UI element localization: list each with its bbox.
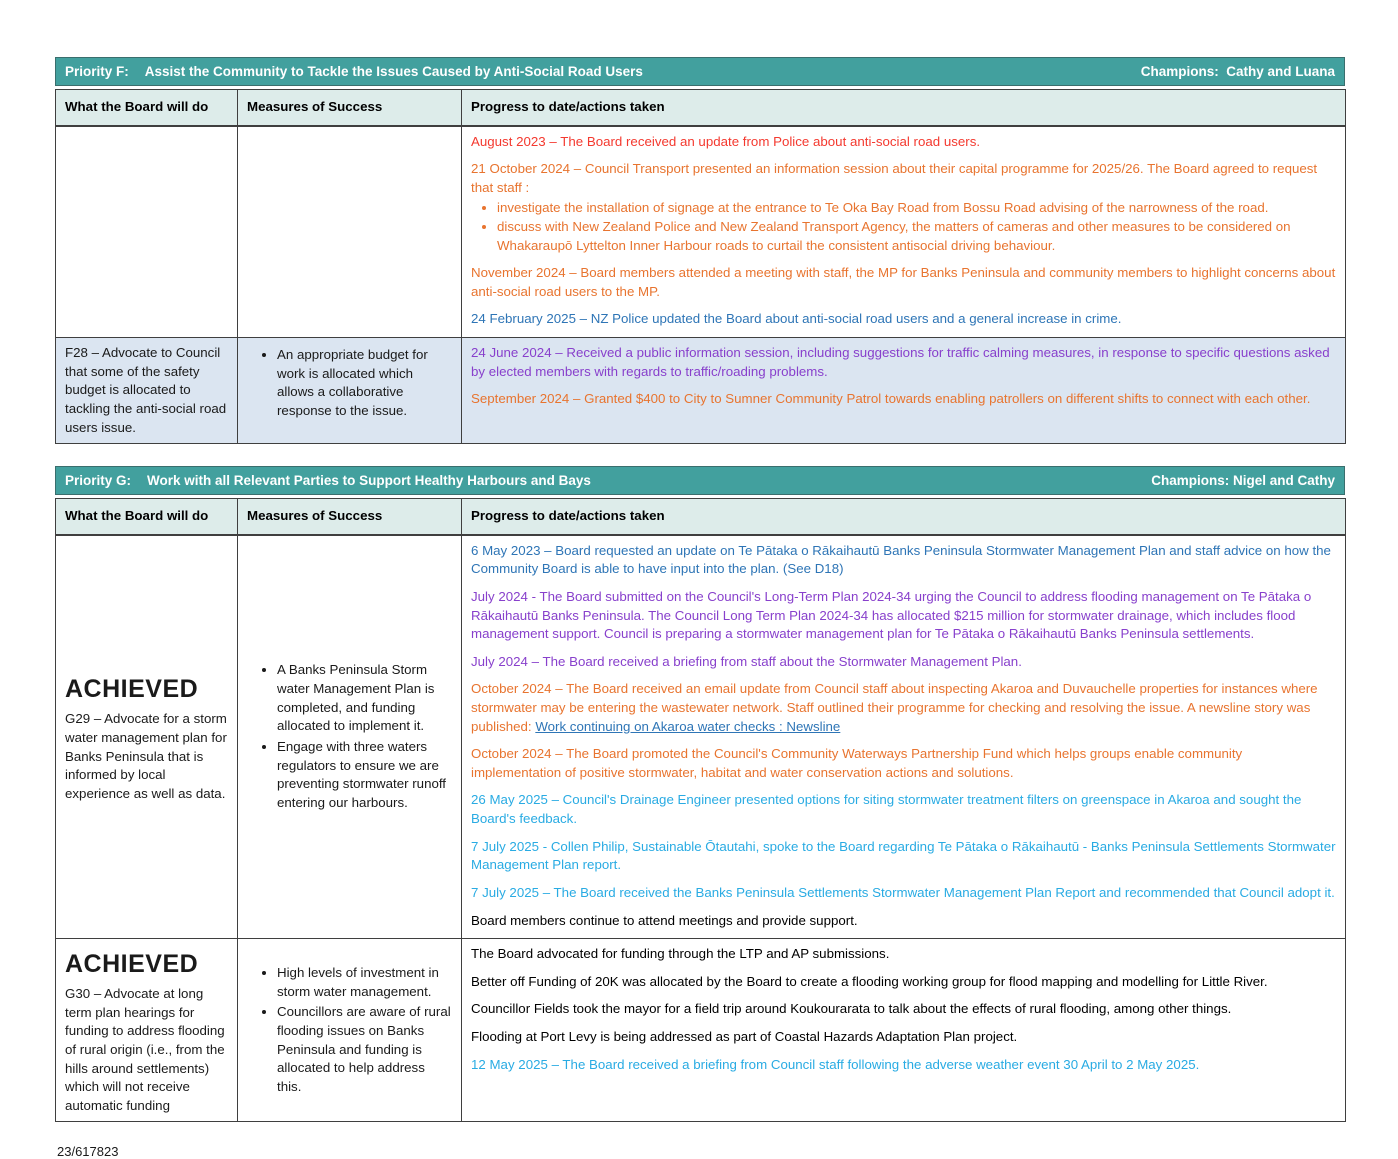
measure-item: • An appropriate budget for work is allocated which allows a collaborative response to the issue. (277, 346, 452, 420)
progress-entry-text: The Board advocated for funding through the LTP and AP submissions. (471, 946, 890, 962)
progress-entry-text: Councillor Fields took the mayor for a field trip around Koukourarata to talk about the effects of rural flooding, among other things. (471, 1001, 1232, 1017)
what-text: F28 – Advocate to Council that some of the safety budget is allocated to tackling the anti-social road users issue. (65, 345, 227, 435)
what-text: G29 – Advocate for a storm water management plan for Banks Peninsula that is informed by local experience as well as data. (65, 711, 227, 801)
status-achieved-label: ACHIEVED (65, 950, 199, 979)
what-cell (56, 535, 238, 939)
measures-cell (238, 939, 462, 1122)
priority-label: Priority F: (65, 64, 129, 79)
progress-cell (462, 126, 1346, 338)
measure-item: • A Banks Peninsula Storm water Management Plan is completed, and funding allocated to implement it. (277, 661, 452, 735)
progress-bullet: • investigate the installation of signage at the entrance to Te Oka Bay Road from Bossu Road advising of the narrowness of the road. (497, 199, 1336, 218)
measures-cell (238, 126, 462, 338)
progress-entry-text: 26 May 2025 – Council's Drainage Engineer presented options for siting stormwater treatment filters on greenspace in Akaroa and sought the Board's feedback. (471, 792, 1302, 827)
column-header: Measures of Success (238, 499, 462, 535)
column-header: Progress to date/actions taken (462, 499, 1346, 535)
priority-table-title-bar (55, 57, 1345, 86)
progress-entry (471, 680, 1336, 736)
measures-list (247, 346, 452, 420)
priority-grid (55, 89, 1346, 444)
priority-row (56, 535, 1346, 939)
progress-entry-text: September 2024 – Granted $400 to City to Sumner Community Patrol towards enabling patrollers on different shifts to connect with each other. (471, 391, 1311, 407)
progress-entry-text: November 2024 – Board members attended a meeting with staff, the MP for Banks Peninsula and community members to highlight concerns about anti-social road users to the MP. (471, 265, 1336, 299)
progress-entry-text: July 2024 – The Board received a briefing from staff about the Stormwater Management Plan. (471, 653, 1022, 669)
progress-bullet: • discuss with New Zealand Police and New Zealand Transport Agency, the matters of cameras and other measures to be considered on Whakaraupō Lyttelton Inner Harbour roads to curtail the consistent antisocial driving behaviour. (497, 218, 1336, 255)
status-achieved-label: ACHIEVED (65, 675, 199, 704)
progress-entry-text: Board members continue to attend meetings and provide support. (471, 912, 858, 928)
column-header: What the Board will do (56, 90, 238, 126)
what-cell (56, 126, 238, 338)
column-header: Progress to date/actions taken (462, 90, 1346, 126)
measures-cell (238, 338, 462, 444)
progress-entry-text: 24 June 2024 – Received a public information session, including suggestions for traffic calming measures, in response to specific questions asked by elected members with regards to traffic/roading problems. (471, 345, 1330, 379)
progress-entry (471, 1000, 1336, 1019)
priority-table (55, 57, 1345, 444)
progress-entry (471, 390, 1336, 409)
progress-entry (471, 884, 1336, 903)
progress-entry (471, 745, 1336, 782)
what-cell (56, 939, 238, 1122)
progress-entry (471, 160, 1336, 255)
what-cell (56, 338, 238, 444)
progress-entry-text: 24 February 2025 – NZ Police updated the Board about anti-social road users and a general increase in crime. (471, 311, 1122, 327)
column-header-row (56, 499, 1346, 535)
measure-item: • Engage with three waters regulators to ensure we are preventing stormwater runoff entering our harbours. (277, 738, 452, 812)
column-header: Measures of Success (238, 90, 462, 126)
measure-item: • High levels of investment in storm water management. (277, 964, 452, 1001)
priority-champions: Champions: Cathy and Luana (1140, 64, 1335, 79)
priority-row (56, 338, 1346, 444)
progress-cell (462, 535, 1346, 939)
progress-entry (471, 791, 1336, 828)
priority-title: Assist the Community to Tackle the Issues Caused by Anti-Social Road Users (144, 64, 643, 79)
progress-cell (462, 939, 1346, 1122)
progress-entry-text: 7 July 2025 - Collen Philip, Sustainable Ōtautahi, spoke to the Board regarding Te Pātaka o Rākaihautū - Banks Peninsula Settlements Stormwater Management Plan report. (471, 838, 1336, 873)
priority-label: Priority G: (65, 473, 132, 489)
progress-entry (471, 838, 1336, 875)
column-header: What the Board will do (56, 499, 238, 535)
progress-entry (471, 1056, 1336, 1075)
progress-entry (471, 310, 1336, 329)
priority-table-title-bar (55, 466, 1345, 495)
progress-entry (471, 1028, 1336, 1047)
what-text: G30 – Advocate at long term plan hearings for funding to address flooding of rural origin (i.e., from the hills around settlements) which will not receive automatic funding (65, 986, 225, 1113)
measures-list (247, 964, 452, 1096)
priority-tables-container (55, 57, 1345, 1122)
progress-entry-text: October 2024 – The Board received an email update from Council staff about inspecting Akaroa and Duvauchelle properties for instances where stormwater may be entering the wastewater network. Staff outlined their programme for checking and resolving the issue. A newsline story was published: (471, 681, 1318, 734)
document-reference-number: 23/617823 (57, 1144, 119, 1159)
progress-entry-text: 7 July 2025 – The Board received the Banks Peninsula Settlements Stormwater Management Plan Report and recommended that Council adopt it. (471, 884, 1335, 900)
priority-row (56, 126, 1346, 338)
progress-entry-text: October 2024 – The Board promoted the Council's Community Waterways Partnership Fund which helps groups enable community implementation of positive stormwater, habitat and water conservation actions and solutions. (471, 746, 1243, 780)
progress-entry-text: July 2024 - The Board submitted on the Council's Long-Term Plan 2024-34 urging the Council to address flooding management on Te Pātaka o Rākaihautū Banks Peninsula. The Council Long Term Plan 2024-34 has allocated $215 million for stormwater drainage, which includes flood management support. Council is preparing a stormwater management plan for Te Pātaka o Rākaihautū Banks Peninsula settlements. (471, 588, 1312, 642)
priority-row (56, 939, 1346, 1122)
measure-item: • Councillors are aware of rural flooding issues on Banks Peninsula and funding is allocated to help address this. (277, 1003, 452, 1096)
progress-entry (471, 542, 1336, 579)
progress-entry-text: 6 May 2023 – Board requested an update on Te Pātaka o Rākaihautū Banks Peninsula Stormwater Management Plan and staff advice on how the Community Board is able to have input into the plan. (See D18) (471, 542, 1331, 577)
progress-entry (471, 945, 1336, 964)
progress-entry-text: 12 May 2025 – The Board received a briefing from Council staff following the adverse weather event 30 April to 2 May 2025. (471, 1056, 1200, 1072)
progress-entry-text: Better off Funding of 20K was allocated by the Board to create a flooding working group for flood mapping and modelling for Little River. (471, 973, 1268, 989)
column-header-row (56, 90, 1346, 126)
priority-champions: Champions: Nigel and Cathy (1151, 473, 1335, 489)
progress-bullet-list (471, 199, 1336, 255)
progress-entry-text: August 2023 – The Board received an update from Police about anti-social road users. (471, 133, 981, 149)
newsline-link[interactable]: Work continuing on Akaroa water checks : Newsline (535, 718, 841, 734)
progress-entry (471, 344, 1336, 381)
measures-cell (238, 535, 462, 939)
progress-entry (471, 653, 1336, 672)
progress-entry-text: Flooding at Port Levy is being addressed as part of Coastal Hazards Adaptation Plan project. (471, 1028, 1018, 1044)
priority-table (55, 466, 1345, 1122)
measures-list (247, 661, 452, 812)
progress-entry (471, 588, 1336, 644)
progress-entry (471, 264, 1336, 301)
progress-entry (471, 133, 1336, 152)
progress-cell (462, 338, 1346, 444)
priority-grid (55, 498, 1346, 1122)
progress-entry-text: 21 October 2024 – Council Transport presented an information session about their capital programme for 2025/26. The Board agreed to request that staff : (471, 161, 1318, 195)
priority-title: Work with all Relevant Parties to Support Healthy Harbours and Bays (147, 473, 591, 489)
progress-entry (471, 912, 1336, 931)
